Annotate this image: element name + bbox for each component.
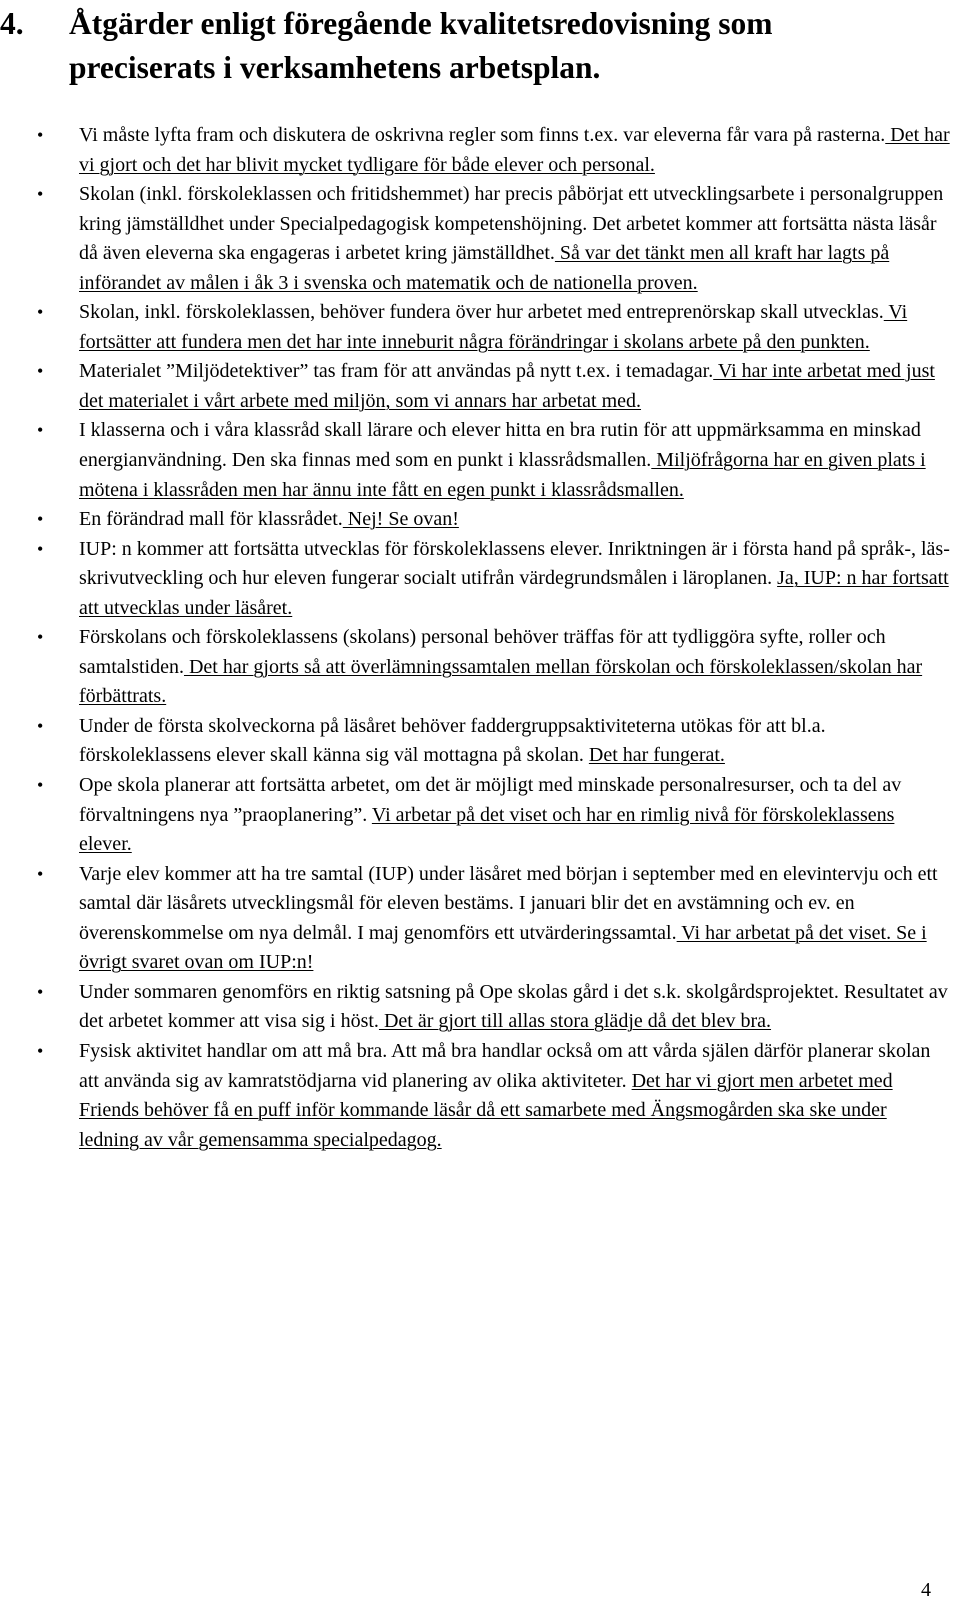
bullet-icon: • [37, 538, 44, 559]
section-title-line-2: preciserats i verksamhetens arbetsplan. [69, 50, 601, 85]
bullet-icon: • [37, 981, 44, 1002]
list-item-followup: Vi har arbetat på det viset. Se i övrigt svaret ovan om IUP:n! [79, 921, 927, 974]
bullet-icon: • [37, 361, 44, 382]
section-heading [0, 2, 955, 90]
list-item-followup: Det har fungerat. [588, 744, 725, 767]
list-item-followup: Det har vi gjort och det har blivit mycket tydligare för både elever och personal. [79, 124, 950, 176]
list-item-followup: Nej! Se ovan! [342, 508, 459, 531]
list-item [0, 978, 950, 1037]
list-item-followup: Miljöfrågorna har en given plats i mötena i klassråden men har ännu inte fått en egen punkt i klassrådsmallen. [79, 449, 926, 501]
list-item [0, 860, 950, 978]
section-title-line-1: Åtgärder enligt föregående kvalitetsredovisning som [69, 6, 773, 41]
list-item-text: IUP: n kommer att fortsätta utvecklas för förskoleklassens elever. Inriktningen är i första hand på språk-, läs- skrivutveckling och hur eleven fungerar socialt utifrån värdegrundsmålen i läroplanen. [79, 537, 950, 590]
list-item [0, 712, 950, 771]
list-item-followup: Vi arbetar på det viset och har en rimlig nivå för förskoleklassens elever. [79, 803, 895, 856]
list-item-text: Under sommaren genomförs en riktig satsning på Ope skolas gård i det s.k. skolgårdsprojektet. Resultatet av det arbetet kommer att visa sig i höst. [79, 980, 948, 1033]
list-item-followup: Ja, IUP: n har fortsatt att utvecklas under läsåret. [79, 567, 949, 619]
list-item [0, 121, 950, 180]
list-item-followup: Vi har inte arbetat med just det materialet i vårt arbete med miljön, som vi annars har arbetat med. [79, 360, 935, 412]
list-item-text: Ope skola planerar att fortsätta arbetet, om det är möjligt med minskade personalresurser, och ta del av förvaltningens nya ”praoplanering”. [79, 774, 902, 826]
list-item-followup: Det är gjort till allas stora glädje då det blev bra. [378, 1010, 772, 1033]
list-item-text: Skolan, inkl. förskoleklassen, behöver fundera över hur arbetet med entreprenörskap skall utvecklas. [79, 301, 884, 324]
bullet-icon: • [37, 302, 44, 323]
list-item-text: Fysisk aktivitet handlar om att må bra. Att må bra handlar också om att vårda själen därför planerar skolan att använda sig av kamratstödjarna vid planering av olika aktiviteter. [79, 1039, 931, 1092]
bullet-icon: • [37, 420, 44, 441]
bullet-list [0, 121, 950, 1155]
page-number: 4 [921, 1579, 931, 1601]
list-item-followup: Vi fortsätter att fundera men det har inte inneburit några förändringar i skolans arbete på den punkten. [79, 301, 908, 353]
bullet-icon: • [37, 509, 44, 530]
list-item-followup: Så var det tänkt men all kraft har lagts på införandet av målen i åk 3 i svenska och matematik och de nationella proven. [79, 242, 890, 294]
list-item [0, 1037, 950, 1155]
list-item-text: Under de första skolveckorna på läsåret behöver faddergruppsaktiviteterna utökas för att bl.a. förskoleklassens elever skall känna sig väl mottagna på skolan. [79, 714, 826, 767]
list-item [0, 771, 950, 860]
list-item [0, 357, 950, 416]
list-item-text: Materialet ”Miljödetektiver” tas fram för att användas på nytt t.ex. i temadagar. [79, 360, 714, 383]
list-item-text: I klasserna och i våra klassråd skall lärare och elever hitta en bra rutin för att uppmärksamma en minskad energianvändning. Den ska finnas med som en punkt i klassrådsmallen. [79, 419, 921, 472]
bullet-icon: • [37, 184, 44, 205]
list-item [0, 180, 950, 298]
list-item-text: Skolan (inkl. förskoleklassen och fritidshemmet) har precis påbörjat ett utvecklingsarbete i personalgruppen kring jämställdhet under Specialpedagogisk kompetenshöjning. Det arbetet kommer att fortsätta nästa läsår då även eleverna ska engageras i arbetet kring jämställdhet. [79, 183, 944, 265]
list-item [0, 416, 950, 505]
bullet-icon: • [37, 863, 44, 884]
list-item-text: Varje elev kommer att ha tre samtal (IUP) under läsåret med början i september med en elevintervju och ett samtal där läsårets utvecklingsmål för eleven bestäms. I januari blir det en avstämning och ev. en överenskommelse om nya delmål. I maj genomförs ett utvärderingssamtal. [79, 862, 938, 944]
list-item-text: En förändrad mall för klassrådet. [79, 508, 343, 531]
section-number: 4. [0, 6, 24, 41]
bullet-icon: • [37, 1040, 44, 1061]
list-item [0, 623, 950, 712]
list-item [0, 505, 950, 535]
list-item-text: Förskolans och förskoleklassens (skolans) personal behöver träffas för att tydliggöra syfte, roller och samtalstiden. [79, 626, 886, 678]
list-item-followup: Det har vi gjort men arbetet med Friends behöver få en puff inför kommande läsår då ett samarbete med Ängsmogården ska ske under ledning av vår gemensamma specialpedagog. [79, 1069, 893, 1151]
bullet-icon: • [37, 715, 44, 736]
list-item-followup: Det har gjorts så att överlämningssamtalen mellan förskolan och förskoleklassen/skolan har förbättrats. [79, 655, 923, 708]
list-item-text: Vi måste lyfta fram och diskutera de oskrivna regler som finns t.ex. var eleverna får vara på rasterna. [79, 124, 886, 146]
bullet-icon: • [37, 125, 44, 145]
bullet-icon: • [37, 775, 44, 796]
list-item [0, 298, 950, 357]
list-item [0, 535, 950, 624]
bullet-icon: • [37, 627, 44, 648]
